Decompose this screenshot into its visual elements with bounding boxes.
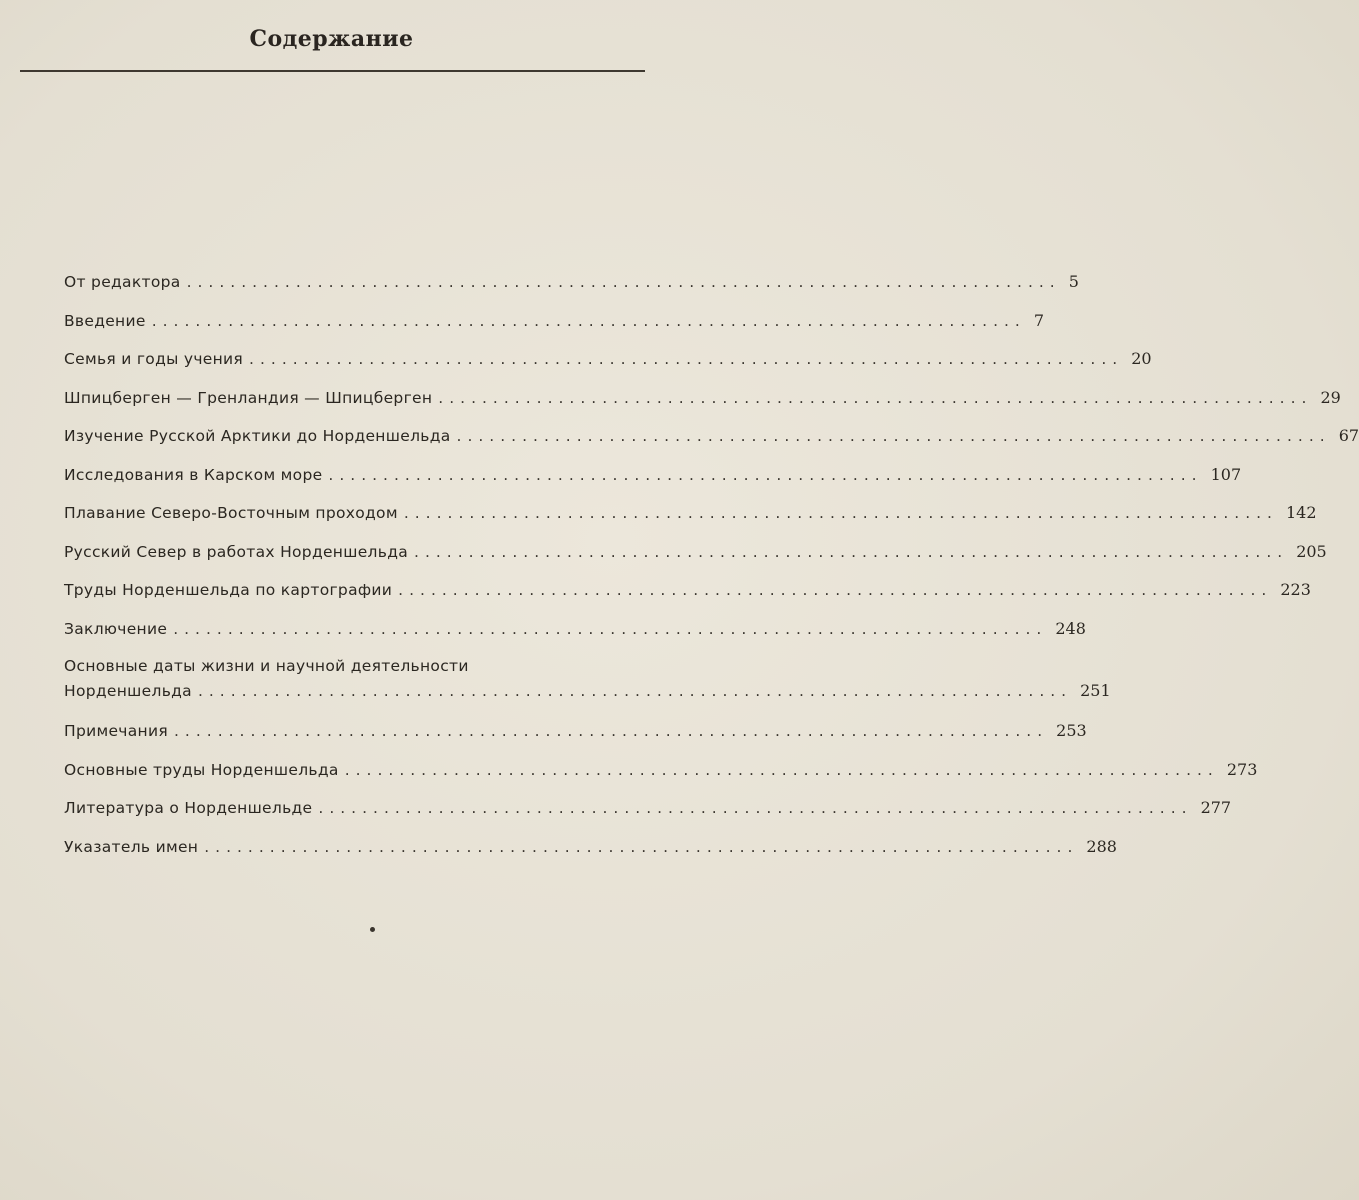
- title-divider: [20, 70, 645, 72]
- toc-entry: [64, 657, 1111, 721]
- toc-entry-page: 251: [1080, 681, 1111, 700]
- toc-entry: [64, 798, 1232, 837]
- toc-entry-page: 29: [1320, 387, 1341, 407]
- toc-entry-title: Плавание Северо-Восточным проходом: [64, 504, 398, 522]
- toc-entry-title: Введение: [64, 311, 146, 330]
- toc-entry-line2: [64, 681, 1111, 700]
- toc-entry-page: 7: [1033, 310, 1045, 330]
- page-title: Содержание: [249, 26, 414, 52]
- toc-entry: [64, 836, 1117, 876]
- toc-entry-leader: ................................................................................: [174, 722, 1049, 740]
- toc-entry-page: 5: [1068, 272, 1079, 291]
- toc-entry-title: Указатель имен: [64, 837, 199, 856]
- toc-entry-title: Изучение Русской Арктики до Норденшельда: [64, 427, 451, 445]
- toc-entry-leader: ................................................................................: [438, 388, 1313, 407]
- toc-entry-title: Труды Норденшельда по картографии: [64, 581, 393, 599]
- toc-entry-leader: ................................................................................: [197, 682, 1073, 700]
- toc-entry-title: Заключение: [64, 619, 168, 638]
- toc-entry-leader: ................................................................................: [318, 799, 1193, 817]
- toc-entry-title: Семья и годы учения: [64, 350, 244, 368]
- toc-entry-leader: ................................................................................: [414, 542, 1289, 561]
- toc-entry-page: 288: [1086, 836, 1117, 856]
- toc-entry-title: Основные труды Норденшельда: [64, 760, 339, 779]
- toc-entry-title: Исследования в Карском море: [64, 465, 323, 484]
- toc-entry-leader: ................................................................................: [328, 465, 1203, 484]
- toc-entry-title: Русский Север в работах Норденшельда: [64, 542, 409, 561]
- toc-entry-leader: ................................................................................: [204, 837, 1079, 856]
- toc-entry: [64, 580, 1311, 619]
- toc-entry: [64, 759, 1258, 799]
- toc-entry-page: 277: [1200, 798, 1232, 817]
- toc-entry: [64, 349, 1152, 388]
- table-of-contents: [64, 272, 1359, 875]
- toc-entry-leader: ................................................................................: [186, 273, 1061, 291]
- toc-entry-page: 273: [1226, 759, 1258, 779]
- toc-entry-wrapped: [64, 657, 1111, 700]
- toc-entry-title-line1: Основные даты жизни и научной деятельности: [64, 657, 469, 675]
- toc-entry-page: 107: [1210, 464, 1242, 484]
- toc-entry: [64, 310, 1045, 350]
- toc-entry-title-line2: Норденшельда: [64, 682, 192, 700]
- toc-entry: [64, 272, 1079, 311]
- toc-entry: [64, 618, 1086, 658]
- toc-entry-leader: ................................................................................: [456, 427, 1331, 445]
- toc-entry: [64, 464, 1242, 504]
- toc-entry: [64, 503, 1317, 542]
- toc-entry-leader: ................................................................................: [173, 619, 1048, 638]
- toc-entry-title: Примечания: [64, 722, 168, 740]
- toc-entry-page: 223: [1280, 580, 1311, 599]
- toc-entry: [64, 387, 1341, 427]
- toc-entry-leader: ................................................................................: [344, 760, 1219, 779]
- toc-entry-page: 248: [1055, 618, 1086, 638]
- toc-entry-page: 205: [1296, 541, 1327, 561]
- toc-entry-page: 20: [1131, 349, 1152, 368]
- toc-entry: [64, 721, 1087, 760]
- toc-entry-leader: ................................................................................: [249, 350, 1124, 368]
- toc-entry-page: 253: [1056, 721, 1087, 740]
- toc-entry-page: 142: [1286, 503, 1317, 522]
- toc-entry-leader: ................................................................................: [403, 504, 1278, 522]
- toc-entry-leader: ................................................................................: [398, 581, 1273, 599]
- toc-entry-title: Литература о Норденшельде: [64, 799, 313, 817]
- toc-entry: [64, 541, 1327, 581]
- toc-entry: [64, 426, 1359, 465]
- toc-entry-title: Шпицберген — Гренландия — Шпицберген: [64, 388, 433, 407]
- toc-entry-page: 67: [1338, 426, 1359, 445]
- toc-entry-title: От редактора: [64, 273, 181, 291]
- ink-dot: [370, 927, 375, 932]
- toc-entry-leader: ................................................................................: [151, 311, 1026, 330]
